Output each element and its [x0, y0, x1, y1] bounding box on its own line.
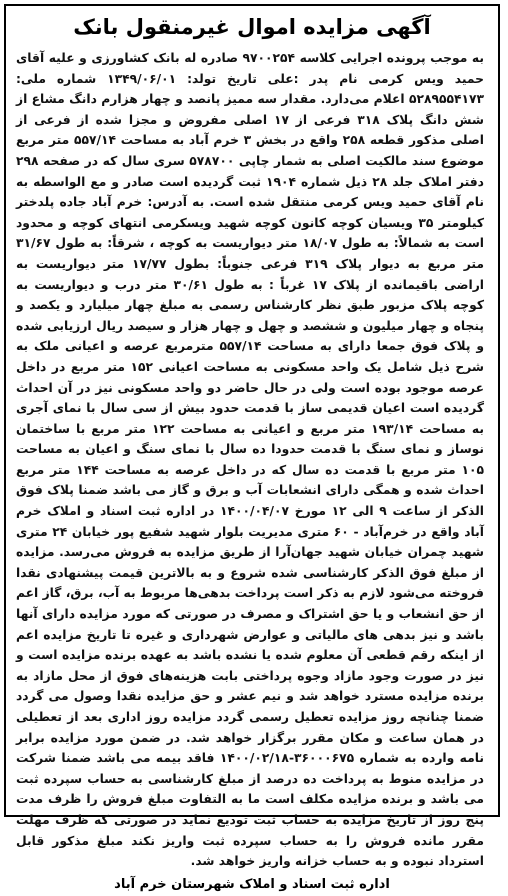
notice-body: به موجب پرونده اجرایی کلاسه ۹۷۰۰۲۵۴ صادره له بانک کشاورزی و علیه آقای حمید ویس کرمی نام پدر :علی تاریخ تولد: ۱۳۴۹/۰۶/۰۱ شماره ملی: ۵۲۸۹۵۵۴۱۷۳ اعلام می‌دارد. مقدار سه ممیز پانصد و چهار هزارم دانگ مشاع از شش دانگ پلاک ۳۱۸ فرعی از ۱۷ اصلی مفروض و مجزا شده از فرعی از اصلی مذکور قطعه ۲۵۸ واقع در بخش ۳ خرم آباد به مساحت ۵۵۷/۱۴ متر مربع موضوع سند مالکیت اصلی به شمار چاپی ۵۷۸۷۰۰ سری سال که در صفحه ۲۹۸ دفتر املاک جلد ۲۸ ذیل شماره ۱۹۰۴ ثبت گردیده است صادر و مع الواسطه به نام آقای حمید ویس کرمی منتقل شده است. به آدرس: خرم آباد جاده پلدختر کیلومتر ۳۵ ویسیان کوچه کانون کوچه شهید ویسکرمی انتهای کوچه و محدود است به شمالاً: به طول ۱۸/۰۷ متر دیواریست به کوچه ، شرقاً: به طول ۳۱/۶۷ متر مربع به دیوار پلاک ۳۱۹ فرعی جنوباً: بطول ۱۷/۷۷ متر دیواریست به اراضی باقیمانده از پلاک ۱۷ غرباً : به طول ۳۰/۶۱ متر درب و دیواریست به کوچه پلاک مزبور طبق نظر کارشناس رسمی به مبلغ چهار میلیارد و یکصد و پنجاه و چهار میلیون و ششصد و چهل و چهار هزار و سیصد ریال ارزیابی شده و پلاک فوق جمعا دارای به مساحت ۵۵۷/۱۴ مترمربع عرصه و اعیانی ملک به شرح ذیل شامل یک واحد مسکونی به مساحت اعیانی ۱۵۲ متر مربع در داخل عرصه موجود بوده است ولی در حال حاضر دو واحد مسکونی نیز در آن احداث گردیده است اعیان قدیمی ساز با قدمت حدود بیش از سی سال با نمای آجری به مساحت ۱۹۳/۱۴ متر مربع و اعیانی به مساحت ۱۲۲ متر مربع با ساختمان نوساز و نمای سنگ با قدمت حدودا ده سال با نمای سنگ و اعیان به مساحت ۱۰۵ متر مربع با قدمت ده سال که در داخل عرصه به مساحت ۱۴۴ متر مربع احداث شده و همگی دارای انشعابات آب و برق و گاز می باشد ضمنا پلاک فوق الذکر از ساعت ۹ الی ۱۲ مورخ ۱۴۰۰/۰۴/۰۷ در اداره ثبت اسناد و املاک خرم آباد واقع در خرم‌آباد - ۶۰ متری مدیریت بلوار شهید شفیع پور خیابان ۲۴ متری شهید چمران خیابان شهید جهان‌آرا از طریق مزایده به فروش می‌رسد. مزایده از مبلغ فوق الذکر کارشناسی شده شروع و به بالاترین قیمت پیشنهادی نقدا فروخته می‌شود لازم به ذکر است پرداخت بدهی‌ها مربوط به آب، برق، گاز اعم از حق انشعاب و یا حق اشتراک و مصرف در صورتی که مورد مزایده دارای آنها باشد و نیز بدهی های مالیاتی و عوارض شهرداری و غیره تا تاریخ مزایده اعم از اینکه رقم قطعی آن معلوم شده یا نشده باشد به عهده برنده مزایده است و نیز در صورت وجود مازاد وجوه پرداختی بابت هزینه‌های فوق از محل مازاد به برنده مزایده مسترد خواهد شد و نیم عشر و حق مزایده نقدا وصول می گردد ضمنا چنانچه روز مزایده تعطیل رسمی گردد مزایده روز اداری بعد از تعطیلی در همان ساعت و مکان مقرر برگزار خواهد شد. در ضمن مورد مزایده برابر نامه وارده به شماره ۳۶۰۰۰۶۷۵-۱۴۰۰/۰۲/۱۸ فاقد بیمه می باشد ضمنا شرکت در مزایده منوط به پرداخت ده درصد از مبلغ کارشناسی به حساب سپرده ثبت می باشد و برنده مزایده مکلف است ما به التفاوت مبلغ فروش را ظرف مدت پنج روز از تاریخ مزایده به حساب ثبت تودیع نماید در صورتی که ظرف مهلت مقرر مانده فروش را به حساب سپرده ثبت واریز نکند مبلغ مذکور قابل استرداد نبوده و به حساب خزانه واریز خواهد شد.: [16, 51, 485, 869]
auction-notice: [4, 4, 500, 892]
notice-footer: اداره ثبت اسناد و املاک شهرستان خرم آباد: [114, 876, 390, 892]
notice-title: آگهی مزایده اموال غیرمنقول بانک: [73, 15, 431, 39]
